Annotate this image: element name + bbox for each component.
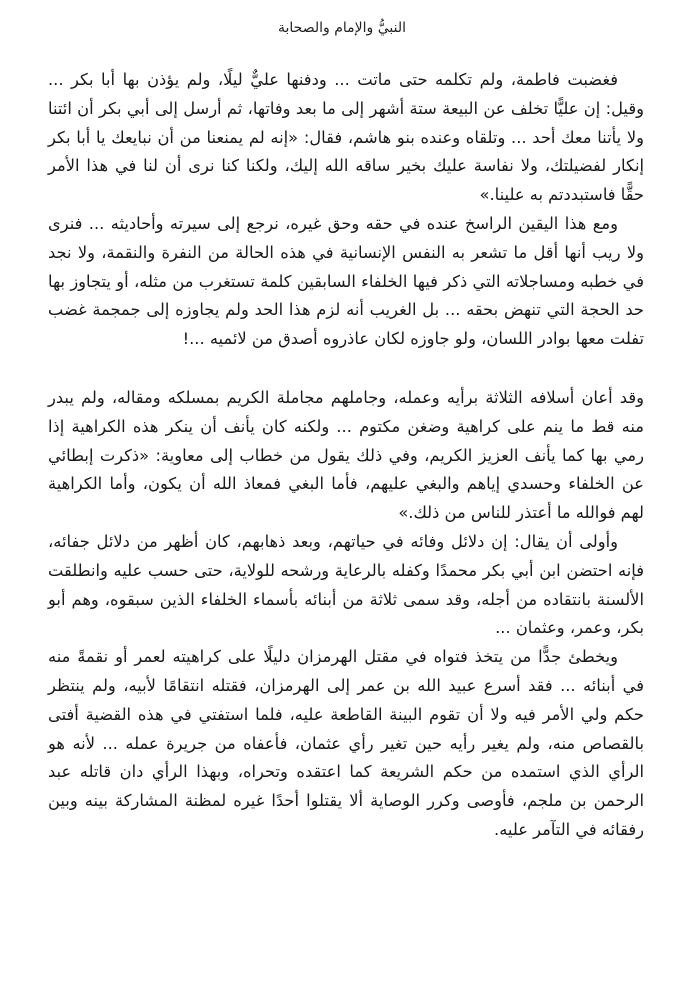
paragraph: ومع هذا اليقين الراسخ عنده في حقه وحق غيره، نرجع إلى سيرته وأحاديثه ... فنرى ولا ريب أنها أقل ما تشعر به النفس الإنسانية في هذه الحالة من النفرة والنقمة، ولا نجد في خطبه ومساجلاته التي ذكر فيها الخلفاء السابقين كلمة تستغرب من مثله، أو يتجاوز بها حد الحجة التي تنهض بحقه ... بل الغريب أنه لزم هذا الحد ولم يجاوزه إلى جمجمة غضب تفلت معها بوادر اللسان، ولو جاوزه لكان عاذروه أصدق من لائميه ...! (48, 213, 644, 349)
paragraph: ويخطئ جدًّا من يتخذ فتواه في مقتل الهرمزان دليلًا على كراهيته لعمر أو نقمةً منه في أبنائه ... فقد أسرع عبيد الله بن عمر إلى الهرمزان، فقتله انتقامًا لأبيه، ولم ينتظر حكم ولي الأمر فيه ولا أن تقوم البينة القاطعة عليه، فلما استفتي في هذه القضية أفتى بالقصاص منه، ولم يغير رأيه حين تغير رأي عثمان، فأعفاه من جريرة عمله ... لأنه هو الرأي الذي استمده من حكم الشريعة كما اعتقده وتحراه، وبهذا الرأي دان قاتله عبد الرحمن بن ملجم، فأوصى وكرر الوصاية ألا يقتلوا أحدًا غيره لمظنة المشاركة بينه وبين رفقائه في التآمر عليه. (48, 647, 644, 839)
paragraph: فغضبت فاطمة، ولم تكلمه حتى ماتت ... ودفنها عليٌّ ليلًا، ولم يؤذن بها أبا بكر ... وقيل: إن عليًّا تخلف عن البيعة ستة أشهر إلى ما بعد وفاتها، ثم أرسل إلى أبي بكر أن ائتنا ولا يأتنا معك أحد ... وتلقاه وعنده بنو هاشم، فقال: «إنه لم يمنعنا من أن نبايعك يا أبا بكر إنكار لفضيلتك، ولا نفاسة عليك بخير ساقه الله إليك، ولكنا كنا نرى أن لنا في هذا الأمر حقًّا فاستبددتم به علينا.» (48, 70, 644, 205)
paragraph: وقد أعان أسلافه الثلاثة برأيه وعمله، وجاملهم مجاملة الكريم بمسلكه ومقاله، ولم يبدر منه قط ما ينم على كراهية وضغن مكتوم ... ولكنه كان يأنف أن ينكر هذه الكراهية إذا رمي بها كما يأنف العزيز الكريم، وفي ذلك يقول من خطاب إلى معاوية: «ذكرت إبطائي عن الخلفاء وحسدي إياهم والبغي عليهم، فأما البغي فمعاذ الله أن يكون، وأما الكراهية لهم فوالله ما أعتذر للناس من ذلك.» (48, 387, 644, 523)
body-text (48, 66, 644, 845)
paragraph: وأولى أن يقال: إن دلائل وفائه في حياتهم، وبعد ذهابهم، كان أظهر من دلائل جفائه، فإنه احتضن ابن أبي بكر محمدًا وكفله بالرعاية ورشحه للولاية، حتى حسب عليه وانطلقت الألسنة بانتقاده من أجله، وقد سمى ثلاثة من أبنائه بأسماء الخلفاء الذين سبقوه، وهم أبو بكر، وعمر، وعثمان ... (48, 531, 644, 638)
section-gap (48, 354, 644, 384)
running-head: النبيُّ والإمام والصحابة (277, 20, 406, 36)
